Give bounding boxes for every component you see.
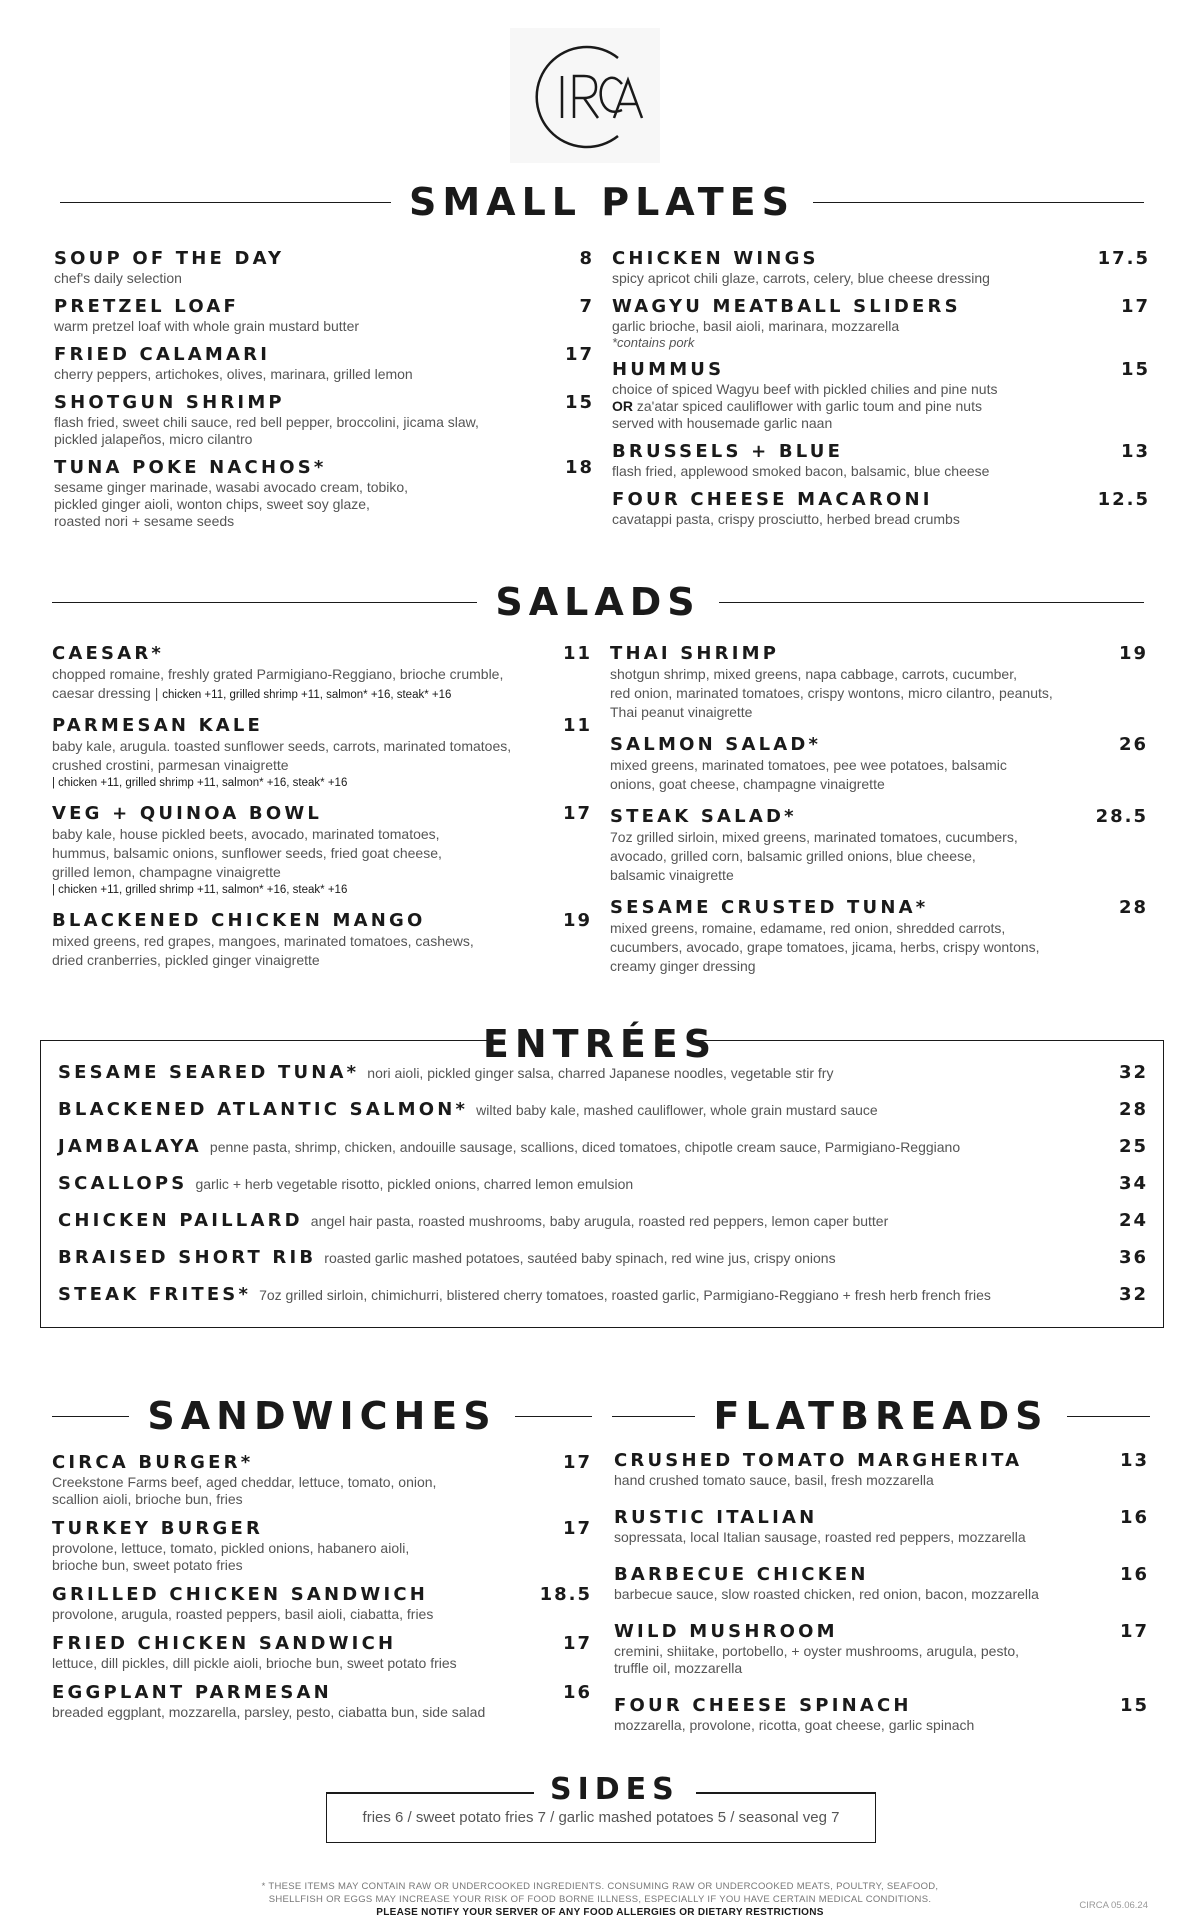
menu-item	[52, 643, 592, 703]
item-description-alt	[612, 398, 1150, 415]
sandwiches-column	[52, 1452, 592, 1731]
menu-item	[52, 1682, 592, 1721]
item-description: hand crushed tomato sauce, basil, fresh mozzarella	[614, 1472, 934, 1488]
divider	[60, 202, 391, 203]
allergy-notice: PLEASE NOTIFY YOUR SERVER OF ANY FOOD ALLERGIES OR DIETARY RESTRICTIONS	[376, 1907, 824, 1918]
item-addons: chicken +11, grilled shrimp +11, salmon* +16, steak* +16	[162, 689, 452, 701]
item-price: 17	[564, 344, 594, 365]
small-plates-right-column	[612, 248, 1150, 537]
menu-item	[612, 359, 1150, 432]
menu-item	[52, 1584, 592, 1623]
item-description: cremini, shiitake, portobello, + oyster mushrooms, arugula, pesto,	[614, 1643, 1020, 1659]
entree-row	[58, 1173, 1148, 1210]
item-name: TURKEY BURGER	[52, 1518, 264, 1539]
item-price: 24	[1118, 1210, 1148, 1231]
item-description: balsamic vinaigrette	[610, 867, 734, 883]
item-name: RUSTIC ITALIAN	[614, 1507, 818, 1528]
item-name: FOUR CHEESE MACARONI	[612, 489, 933, 510]
item-description: avocado, grilled corn, balsamic grilled onions, blue cheese,	[610, 848, 976, 864]
menu-item	[54, 248, 594, 287]
item-name: HUMMUS	[612, 359, 725, 380]
item-description: dried cranberries, pickled ginger vinaigrette	[52, 952, 320, 968]
flatbreads-column	[614, 1450, 1149, 1752]
divider	[52, 1416, 129, 1417]
divider	[813, 202, 1144, 203]
item-description: flash fried, applewood smoked bacon, balsamic, blue cheese	[612, 463, 990, 479]
item-description: roasted nori + sesame seeds	[54, 513, 235, 529]
item-price: 25	[1118, 1136, 1148, 1157]
item-description: provolone, lettuce, tomato, pickled onions, habanero aioli,	[52, 1540, 410, 1556]
menu-date-code: CIRCA 05.06.24	[1079, 1900, 1148, 1911]
salads-left-column	[52, 643, 592, 982]
item-description: provolone, arugula, roasted peppers, basil aioli, ciabatta, fries	[52, 1606, 434, 1622]
item-price: 28.5	[1095, 806, 1148, 827]
small-plates-left-column	[54, 248, 594, 539]
circa-logo-mark	[510, 28, 660, 163]
menu-item	[52, 803, 592, 898]
item-description: garlic + herb vegetable risotto, pickled onions, charred lemon emulsion	[195, 1176, 634, 1192]
item-description: sopressata, local Italian sausage, roasted red peppers, mozzarella	[614, 1529, 1026, 1545]
menu-item	[54, 392, 594, 448]
item-name: SESAME SEARED TUNA*	[58, 1062, 360, 1083]
item-description: baby kale, arugula. toasted sunflower seeds, carrots, marinated tomatoes,	[52, 738, 512, 754]
section-title-sandwiches: SANDWICHES	[147, 1394, 497, 1438]
salads-banner	[52, 580, 1144, 624]
item-price: 32	[1118, 1284, 1148, 1305]
divider	[719, 602, 1144, 603]
item-name: WAGYU MEATBALL SLIDERS	[612, 296, 961, 317]
item-description: caesar dressing |	[52, 685, 163, 701]
item-name: FOUR CHEESE SPINACH	[614, 1695, 912, 1716]
item-name: SALMON SALAD*	[610, 734, 822, 755]
disclaimer-line: * THESE ITEMS MAY CONTAIN RAW OR UNDERCOOKED INGREDIENTS. CONSUMING RAW OR UNDERCOOKED MEATS, POULTRY, SEAFOOD,	[261, 1881, 939, 1892]
item-name: BRAISED SHORT RIB	[58, 1247, 317, 1268]
item-price: 28	[1118, 1099, 1148, 1120]
divider	[1067, 1416, 1150, 1417]
item-price: 17	[1120, 296, 1150, 317]
item-description: served with housemade garlic naan	[612, 415, 833, 431]
item-name: FRIED CALAMARI	[54, 344, 271, 365]
menu-item	[610, 897, 1148, 976]
item-addons: | chicken +11, grilled shrimp +11, salmon* +16, steak* +16	[52, 777, 348, 789]
item-description: chopped romaine, freshly grated Parmigiano-Reggiano, brioche crumble,	[52, 666, 504, 682]
menu-item	[614, 1695, 1149, 1734]
item-description: barbecue sauce, slow roasted chicken, red onion, bacon, mozzarella	[614, 1586, 1039, 1602]
menu-item	[612, 248, 1150, 287]
item-description: sesame ginger marinade, wasabi avocado cream, tobiko,	[54, 479, 409, 495]
menu-item	[54, 296, 594, 335]
item-description: breaded eggplant, mozzarella, parsley, pesto, ciabatta bun, side salad	[52, 1704, 486, 1720]
item-description: Thai peanut vinaigrette	[610, 704, 753, 720]
divider	[52, 602, 477, 603]
item-price: 15	[564, 392, 594, 413]
item-description: mixed greens, red grapes, mangoes, marinated tomatoes, cashews,	[52, 933, 474, 949]
item-name: SOUP OF THE DAY	[54, 248, 285, 269]
item-price: 12.5	[1097, 489, 1150, 510]
item-name: CHICKEN PAILLARD	[58, 1210, 303, 1231]
section-title-salads: SALADS	[495, 580, 701, 624]
item-description: pickled jalapeños, micro cilantro	[54, 431, 253, 447]
item-description: shotgun shrimp, mixed greens, napa cabbage, carrots, cucumber,	[610, 666, 1017, 682]
item-description: 7oz grilled sirloin, chimichurri, blistered cherry tomatoes, roasted garlic, Parmigiano-Reggiano + fresh herb french fries	[259, 1287, 991, 1303]
item-name: SCALLOPS	[58, 1173, 188, 1194]
item-description: truffle oil, mozzarella	[614, 1660, 743, 1676]
item-description-line	[52, 684, 592, 703]
divider	[612, 1416, 695, 1417]
item-price: 11	[562, 643, 592, 664]
entrees-banner	[482, 1022, 718, 1066]
item-name: CAESAR*	[52, 643, 165, 664]
item-description: hummus, balsamic onions, sunflower seeds, fried goat cheese,	[52, 845, 442, 861]
item-description: mixed greens, romaine, edamame, red onion, shredded carrots,	[610, 920, 1006, 936]
item-name: THAI SHRIMP	[610, 643, 780, 664]
menu-item	[52, 1633, 592, 1672]
item-description: angel hair pasta, roasted mushrooms, baby arugula, roasted red peppers, lemon caper butter	[310, 1213, 889, 1229]
item-name: STEAK SALAD*	[610, 806, 797, 827]
item-description: 7oz grilled sirloin, mixed greens, marinated tomatoes, cucumbers,	[610, 829, 1018, 845]
item-description: nori aioli, pickled ginger salsa, charred Japanese noodles, vegetable stir fry	[367, 1065, 834, 1081]
item-name: CRUSHED TOMATO MARGHERITA	[614, 1450, 1023, 1471]
item-description: cherry peppers, artichokes, olives, marinara, grilled lemon	[54, 366, 413, 382]
item-name: BARBECUE CHICKEN	[614, 1564, 869, 1585]
menu-item	[614, 1507, 1149, 1546]
footer-disclaimer	[230, 1880, 970, 1919]
item-price: 17	[562, 1633, 592, 1654]
section-title-flatbreads: FLATBREADS	[713, 1394, 1049, 1438]
item-description: mozzarella, provolone, ricotta, goat cheese, garlic spinach	[614, 1717, 975, 1733]
entree-row	[58, 1099, 1148, 1136]
menu-item	[612, 489, 1150, 528]
menu-item	[614, 1450, 1149, 1489]
item-price: 18.5	[539, 1584, 592, 1605]
menu-item	[610, 643, 1148, 722]
menu-item	[612, 441, 1150, 480]
entree-row	[58, 1210, 1148, 1247]
item-description: spicy apricot chili glaze, carrots, celery, blue cheese dressing	[612, 270, 990, 286]
item-description: flash fried, sweet chili sauce, red bell pepper, broccolini, jicama slaw,	[54, 414, 479, 430]
salads-right-column	[610, 643, 1148, 988]
item-price: 36	[1118, 1247, 1148, 1268]
item-description: onions, goat cheese, champagne vinaigrette	[610, 776, 885, 792]
item-name: CIRCA BURGER*	[52, 1452, 254, 1473]
item-name: FRIED CHICKEN SANDWICH	[52, 1633, 397, 1654]
item-description: warm pretzel loaf with whole grain mustard butter	[54, 318, 360, 334]
menu-item	[610, 806, 1148, 885]
menu-item	[52, 1518, 592, 1574]
item-name: CHICKEN WINGS	[612, 248, 819, 269]
menu-item	[54, 344, 594, 383]
menu-item	[54, 457, 594, 530]
item-description: penne pasta, shrimp, chicken, andouille sausage, scallions, diced tomatoes, chipotle cream sauce, Parmigiano-Reggiano	[209, 1139, 961, 1155]
item-name: TUNA POKE NACHOS*	[54, 457, 327, 478]
item-description: crushed crostini, parmesan vinaigrette	[52, 757, 289, 773]
small-plates-banner	[60, 180, 1144, 224]
section-title-small-plates: SMALL PLATES	[408, 180, 796, 224]
item-description: scallion aioli, brioche bun, fries	[52, 1491, 243, 1507]
item-price: 17	[562, 1452, 592, 1473]
item-description: garlic brioche, basil aioli, marinara, mozzarella	[612, 318, 900, 334]
item-name: PRETZEL LOAF	[54, 296, 239, 317]
item-description: wilted baby kale, mashed cauliflower, whole grain mustard sauce	[476, 1102, 878, 1118]
item-price: 19	[562, 910, 592, 931]
item-price: 13	[1119, 1450, 1149, 1471]
item-price: 28	[1118, 897, 1148, 918]
item-description: pickled ginger aioli, wonton chips, sweet soy glaze,	[54, 496, 370, 512]
section-title-sides: SIDES	[534, 1772, 696, 1807]
item-name: STEAK FRITES*	[58, 1284, 252, 1305]
item-price: 17	[1119, 1621, 1149, 1642]
circa-logo	[510, 28, 660, 163]
item-description: brioche bun, sweet potato fries	[52, 1557, 243, 1573]
item-price: 15	[1119, 1695, 1149, 1716]
item-price: 17	[562, 1518, 592, 1539]
menu-item	[612, 296, 1150, 350]
item-name: EGGPLANT PARMESAN	[52, 1682, 332, 1703]
item-description: choice of spiced Wagyu beef with pickled chilies and pine nuts	[612, 381, 998, 397]
item-description: lettuce, dill pickles, dill pickle aioli, brioche bun, sweet potato fries	[52, 1655, 457, 1671]
or-label: OR	[612, 398, 633, 414]
item-note: *contains pork	[612, 335, 695, 350]
menu-item	[614, 1621, 1149, 1677]
item-name: GRILLED CHICKEN SANDWICH	[52, 1584, 429, 1605]
item-price: 8	[579, 248, 594, 269]
menu-item	[614, 1564, 1149, 1603]
sandwiches-banner	[52, 1394, 592, 1438]
item-description: baby kale, house pickled beets, avocado, marinated tomatoes,	[52, 826, 440, 842]
item-description: chef's daily selection	[54, 270, 182, 286]
entree-row	[58, 1136, 1148, 1173]
item-price: 15	[1120, 359, 1150, 380]
item-name: JAMBALAYA	[58, 1136, 202, 1157]
disclaimer-line: SHELLFISH OR EGGS MAY INCREASE YOUR RISK OF FOOD BORNE ILLNESS, ESPECIALLY IF YOU HAVE CERTAIN MEDICAL CONDITIONS.	[268, 1894, 932, 1905]
item-description: mixed greens, marinated tomatoes, pee wee potatoes, balsamic	[610, 757, 1007, 773]
item-price: 17.5	[1097, 248, 1150, 269]
sides-list: fries 6 / sweet potato fries 7 / garlic mashed potatoes 5 / seasonal veg 7	[362, 1809, 840, 1826]
item-price: 17	[562, 803, 592, 824]
divider	[515, 1416, 592, 1417]
item-price: 16	[1119, 1564, 1149, 1585]
item-addons: | chicken +11, grilled shrimp +11, salmon* +16, steak* +16	[52, 884, 348, 896]
item-description: Creekstone Farms beef, aged cheddar, lettuce, tomato, onion,	[52, 1474, 437, 1490]
item-name: PARMESAN KALE	[52, 715, 264, 736]
menu-item	[52, 1452, 592, 1508]
entrees-list	[58, 1062, 1148, 1321]
item-name: SHOTGUN SHRIMP	[54, 392, 285, 413]
item-name: SESAME CRUSTED TUNA*	[610, 897, 929, 918]
entree-row	[58, 1062, 1148, 1099]
item-name: BRUSSELS + BLUE	[612, 441, 844, 462]
item-description: cavatappi pasta, crispy prosciutto, herbed bread crumbs	[612, 511, 960, 527]
item-price: 11	[562, 715, 592, 736]
item-price: 16	[1119, 1507, 1149, 1528]
menu-item	[52, 715, 592, 791]
item-price: 19	[1118, 643, 1148, 664]
item-description: za'atar spiced cauliflower with garlic toum and pine nuts	[633, 398, 982, 414]
entree-row	[58, 1284, 1148, 1321]
item-price: 16	[562, 1682, 592, 1703]
entree-row	[58, 1247, 1148, 1284]
item-price: 32	[1118, 1062, 1148, 1083]
item-price: 18	[564, 457, 594, 478]
item-name: BLACKENED CHICKEN MANGO	[52, 910, 426, 931]
menu-item	[610, 734, 1148, 794]
item-price: 13	[1120, 441, 1150, 462]
item-name: VEG + QUINOA BOWL	[52, 803, 323, 824]
item-price: 34	[1118, 1173, 1148, 1194]
item-price: 7	[579, 296, 594, 317]
item-description: creamy ginger dressing	[610, 958, 756, 974]
item-description: red onion, marinated tomatoes, crispy wontons, micro cilantro, peanuts,	[610, 685, 1053, 701]
flatbreads-banner	[612, 1394, 1150, 1438]
section-title-entrees: ENTRÉES	[482, 1022, 718, 1066]
item-name: BLACKENED ATLANTIC SALMON*	[58, 1099, 469, 1120]
item-description: cucumbers, avocado, grape tomatoes, jicama, herbs, crispy wontons,	[610, 939, 1040, 955]
menu-item	[52, 910, 592, 970]
item-description: grilled lemon, champagne vinaigrette	[52, 864, 281, 880]
item-price: 26	[1118, 734, 1148, 755]
item-description: roasted garlic mashed potatoes, sautéed baby spinach, red wine jus, crispy onions	[324, 1250, 836, 1266]
item-name: WILD MUSHROOM	[614, 1621, 838, 1642]
